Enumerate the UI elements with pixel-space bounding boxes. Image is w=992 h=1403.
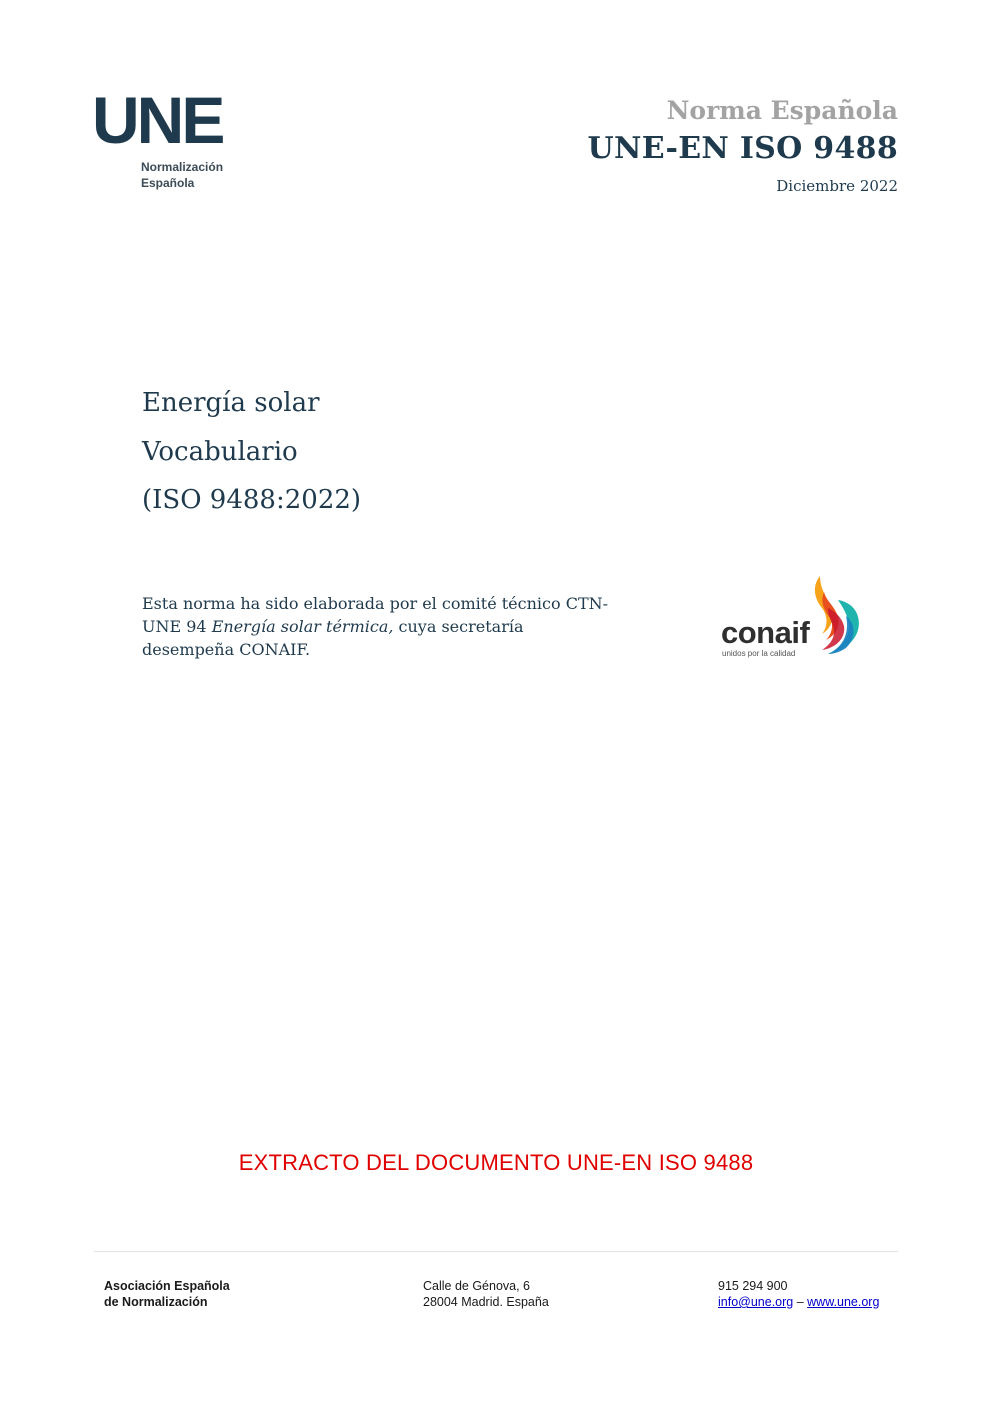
footer-address-line-2: 28004 Madrid. España — [423, 1295, 549, 1309]
email-link[interactable]: info@une.org — [718, 1295, 794, 1309]
footer-phone: 915 294 900 — [718, 1279, 788, 1293]
logo-subtitle-1: Normalización — [141, 160, 224, 174]
committee-statement — [142, 592, 612, 661]
website-link[interactable]: www.une.org — [807, 1295, 880, 1309]
document-title-line-1: Energía solar — [142, 388, 320, 418]
conaif-wordmark: conaif — [721, 615, 810, 650]
standard-code: UNE-EN ISO 9488 — [587, 131, 898, 166]
logo-subtitle-2: Española — [141, 176, 195, 190]
footer-organization — [104, 1278, 230, 1310]
footer-org-line-2: de Normalización — [104, 1295, 208, 1309]
une-logo-text: UNE — [92, 88, 223, 148]
une-logo — [92, 88, 262, 198]
footer-org-line-1: Asociación Española — [104, 1279, 230, 1293]
publication-date: Diciembre 2022 — [776, 177, 898, 195]
document-title-line-3: (ISO 9488:2022) — [142, 485, 362, 515]
document-title-line-2: Vocabulario — [142, 437, 298, 467]
committee-text-after: cuya secretaría desempeña CONAIF. — [142, 617, 524, 659]
committee-name: Energía solar térmica, — [211, 617, 394, 636]
committee-text-before: Esta norma ha sido elaborada por el comité técnico CTN-UNE 94 — [142, 594, 609, 636]
une-logo-mark — [92, 88, 232, 148]
conaif-tagline: unidos por la calidad — [722, 649, 796, 658]
footer-link-separator: – — [793, 1295, 808, 1309]
extract-banner: EXTRACTO DEL DOCUMENTO UNE-EN ISO 9488 — [238, 1150, 754, 1175]
norma-label: Norma Española — [666, 96, 898, 125]
footer-links — [718, 1294, 879, 1310]
footer-address — [423, 1278, 549, 1310]
footer-divider — [94, 1251, 898, 1252]
footer-address-line-1: Calle de Génova, 6 — [423, 1279, 531, 1293]
footer-contact — [718, 1278, 879, 1310]
conaif-logo — [716, 572, 866, 662]
